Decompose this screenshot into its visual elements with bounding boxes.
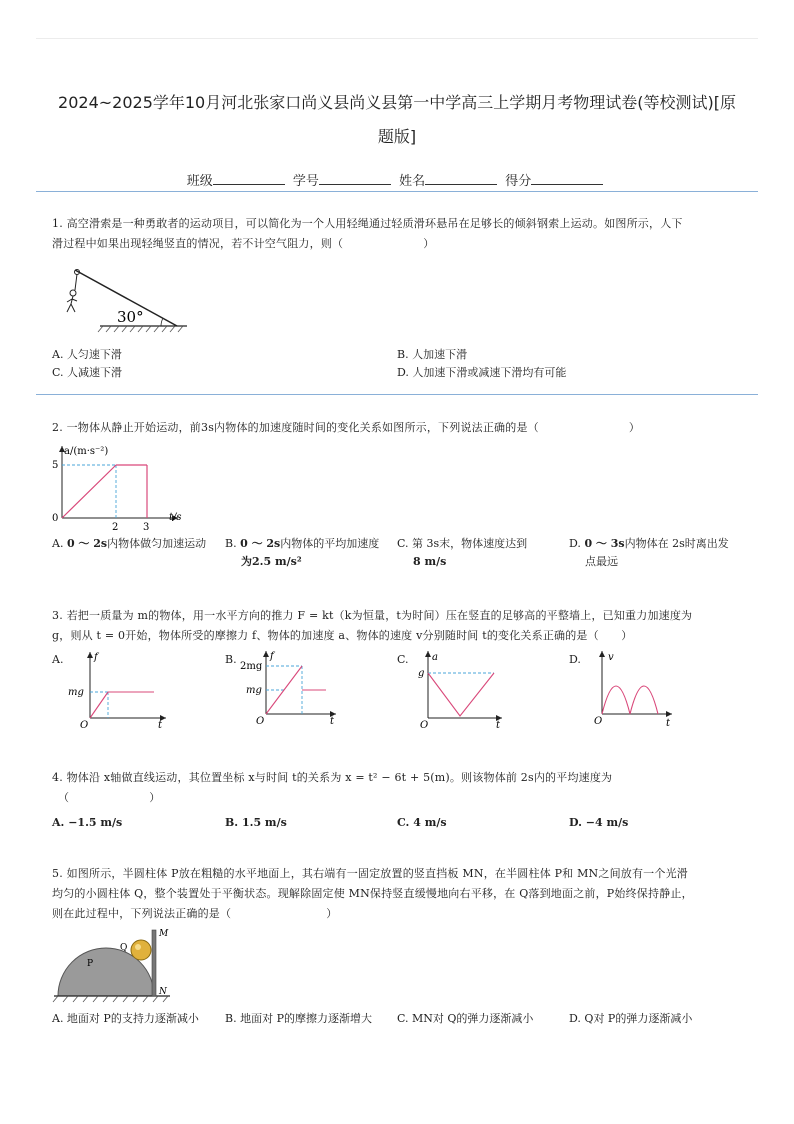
field-class-blank[interactable] [213,172,285,185]
option-text: 内物体在 2s时离出发 [624,537,729,550]
question-text: 物体沿 x轴做直线运动，其位置坐标 x与时间 t的关系为 x = t² − 6t + 5(m)。则该物体前 2s内的平均速度为 [66,771,613,784]
question-paren: ） [149,791,161,804]
y-axis-label: f [94,652,98,663]
option-5d[interactable]: D. Q对 P的弹力逐渐减小 [569,1012,693,1025]
student-info-fields [0,170,794,189]
option-letter: A. [52,537,64,550]
question-number: 4. [52,771,63,784]
label-n: N [159,987,167,997]
option-letter: B. [225,537,237,550]
question-text: 则在此过程中，下列说法正确的是（ [52,907,232,920]
option-3a-letter[interactable]: A. [52,653,64,666]
option-4b[interactable]: B. 1.5 m/s [225,816,287,829]
x-tick-label: 2 [112,522,119,532]
acceleration-time-graph [50,442,190,532]
y-tick-label: 2mg [240,661,263,672]
question-text: 均匀的小圆柱体 Q，整个装置处于平衡状态。现解除固定使 MN保持竖直缓慢地向右平移，在 Q落到地面之前，P始终保持静止， [52,887,693,900]
origin-label: 0 [52,513,59,524]
question-text: g，则从 t = 0开始，物体所受的摩擦力 f、物体的加速度 a、物体的速度 v分别随时间 t的变化关系正确的是（ ） [52,629,633,642]
question-number: 3. [52,609,63,622]
origin-label: O [80,720,89,730]
x-axis-label: t/s [169,512,182,523]
option-math: 0 ～ 2s [66,537,108,550]
question-text: 若把一质量为 m的物体，用一水平方向的推力 F = kt（k为恒量，t为时间）压在竖直的足够高的平整墙上，已知重力加速度为 [66,609,693,622]
field-name-label: 姓名 [399,174,426,189]
section-divider [36,394,758,395]
question-text: 一物体从静止开始运动，前3s内物体的加速度随时间的变化关系如图所示，下列说法正确的是（ [66,421,539,434]
section-divider [36,191,758,192]
option-1c[interactable]: C. 人减速下滑 [52,366,123,379]
question-paren: ） [628,421,641,434]
cylinder-figure [50,922,180,1004]
field-score-blank[interactable] [531,172,603,185]
option-3d-graph[interactable] [592,648,682,730]
question-paren: ） [326,907,338,920]
field-class-label: 班级 [186,174,213,189]
question-text: 滑过程中如果出现轻绳竖直的情况，若不计空气阻力，则（ [52,237,344,250]
option-3c-letter[interactable]: C. [397,653,409,666]
option-text: 点最远 [585,555,618,568]
origin-label: O [420,720,429,731]
option-3d-letter[interactable]: D. [569,653,581,666]
option-text: 内物体做匀加速运动 [107,537,207,550]
x-axis-label: t [158,720,163,730]
option-3c-graph[interactable] [412,648,512,732]
x-axis-label: t [330,716,335,727]
y-axis-label: v [608,652,614,663]
option-2c[interactable] [397,535,567,571]
zipline-figure [55,264,195,334]
question-1 [52,214,752,254]
y-tick-label: g [418,668,425,679]
question-number: 1. [52,217,63,230]
x-axis-label: t [666,718,671,729]
y-axis-label: f [270,651,274,662]
option-letter: C. [397,537,409,550]
option-4c[interactable]: C. 4 m/s [397,816,447,829]
question-paren: ） [423,237,435,250]
x-axis-label: t [496,720,501,731]
field-score-label: 得分 [505,174,532,189]
option-text: 为2.5 m/s² [241,555,302,568]
question-number: 2. [52,421,63,434]
field-id-label: 学号 [292,174,319,189]
question-text: 高空滑索是一种勇敢者的运动项目，可以简化为一个人用轻绳通过轻质滑环悬吊在足够长的倾斜钢索上运动。如图所示，人下 [66,217,683,230]
y-tick-label: mg [68,687,84,698]
label-m: M [159,929,169,939]
option-math: 0 ～ 2s [240,537,281,550]
question-text: 如图所示，半圆柱体 P放在粗糙的水平地面上，其右端有一固定放置的竖直挡板 MN，在半圆柱体 P和 MN之间放有一个光滑 [66,867,688,880]
exam-title-line1: 2024~2025学年10月河北张家口尚义县尚义县第一中学高三上学期月考物理试卷(等校测试)[原 [58,93,736,112]
top-rule [36,38,758,39]
option-text: 内物体的平均加速度 [280,537,380,550]
option-3b-graph[interactable] [240,648,350,728]
option-4a[interactable]: A. −1.5 m/s [52,816,123,829]
x-tick-label: 3 [143,522,150,532]
option-text: 8 m/s [413,555,447,568]
label-p: P [87,959,94,969]
option-1a[interactable]: A. 人匀速下滑 [52,348,122,361]
option-4d[interactable]: D. −4 m/s [569,816,629,829]
exam-title-line2: 题版] [377,127,417,146]
question-2 [52,418,752,438]
option-letter: D. [569,537,581,550]
question-paren: （ [58,791,70,804]
question-3 [52,606,752,646]
option-1b[interactable]: B. 人加速下滑 [397,348,468,361]
option-2b[interactable] [225,535,395,571]
y-axis-label: a [432,652,438,663]
option-2d[interactable] [569,535,749,571]
option-2a[interactable] [52,535,222,553]
option-text: 第 3s末，物体速度达到 [412,537,528,550]
field-name-blank[interactable] [425,172,497,185]
option-math: 0 ～ 3s [584,537,625,550]
option-5c[interactable]: C. MN对 Q的弹力逐渐减小 [397,1012,534,1025]
y-axis-label: a/(m·s⁻²) [64,446,109,457]
origin-label: O [594,716,603,727]
y-tick-label: 5 [52,460,59,471]
option-1d[interactable]: D. 人加速下滑或减速下滑均有可能 [397,366,567,379]
question-4 [52,768,752,808]
label-q: Q [120,943,128,953]
question-5 [52,864,752,924]
y-tick-label: mg [246,685,262,696]
question-number: 5. [52,867,63,880]
angle-label: 30° [117,308,144,326]
option-3b-letter[interactable]: B. [225,653,237,666]
option-3a-graph[interactable] [66,648,186,730]
option-5a[interactable]: A. 地面对 P的支持力逐渐减小 [52,1012,199,1025]
option-5b[interactable]: B. 地面对 P的摩擦力逐渐增大 [225,1012,372,1025]
origin-label: O [256,716,265,727]
field-id-blank[interactable] [319,172,391,185]
